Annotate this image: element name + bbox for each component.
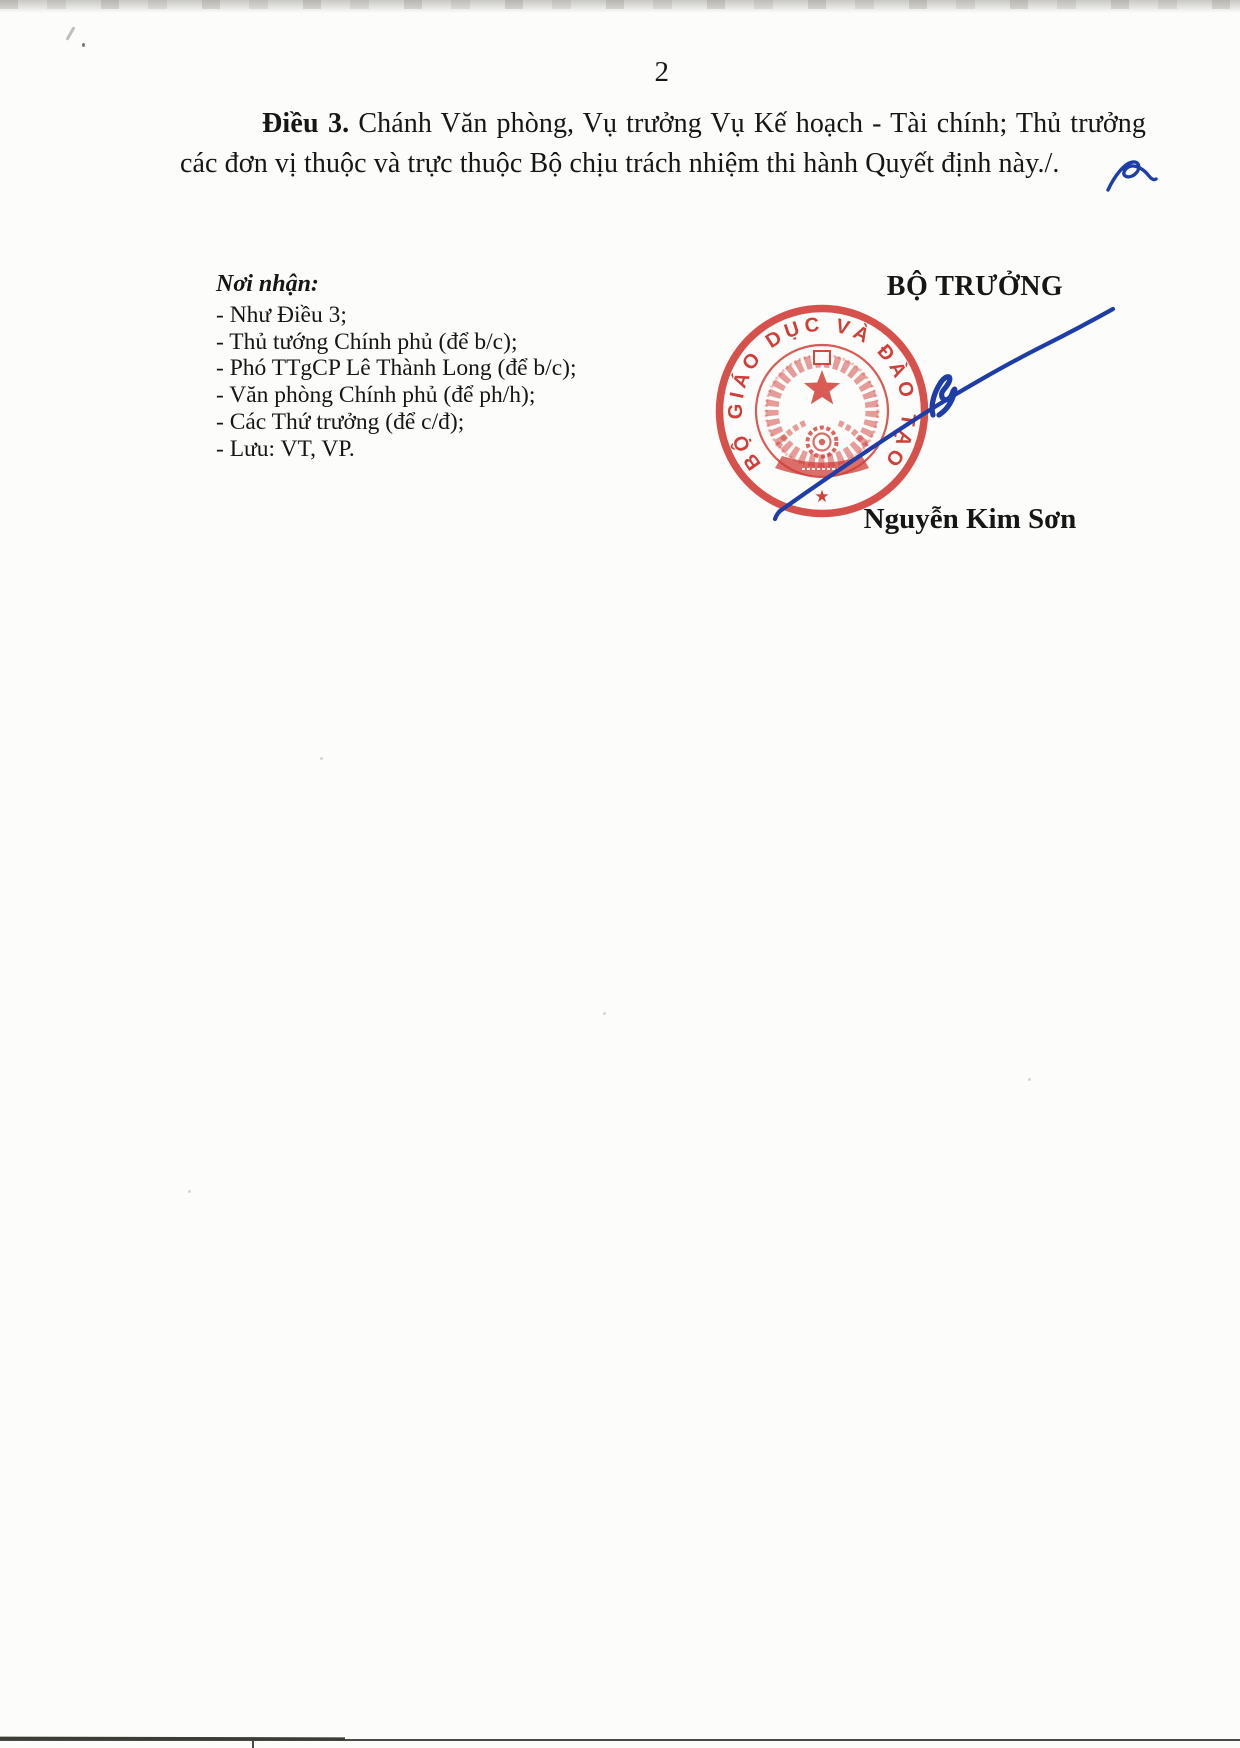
minister-title: BỘ TRƯỞNG (886, 271, 1064, 302)
recipients-list (216, 302, 577, 462)
recipients-heading: Nơi nhận: (216, 271, 319, 297)
scan-speck (188, 1190, 191, 1193)
recipient-item: - Lưu: VT, VP. (216, 435, 355, 462)
scan-speck (1028, 1078, 1031, 1081)
signer-name: Nguyễn Kim Sơn (863, 503, 1077, 535)
recipient-item: - Các Thứ trưởng (để c/đ); (216, 408, 465, 435)
signature-stroke (755, 293, 1137, 527)
recipient-item: - Thủ tướng Chính phủ (để b/c); (216, 328, 518, 355)
scan-dot-mark (82, 43, 85, 47)
page-number: 2 (654, 56, 670, 88)
article-lead: Điều 3. (262, 108, 350, 139)
recipients-block (216, 269, 577, 462)
recipient-item: - Phó TTgCP Lê Thành Long (để b/c); (216, 355, 577, 382)
scan-noise-texture (0, 0, 1240, 9)
article-paragraph (180, 104, 1146, 183)
scan-speck (320, 757, 323, 760)
article-text: Chánh Văn phòng, Vụ trưởng Vụ Kế hoạch - Tài chính; Thủ trưởng các đơn vị thuộc và trực thuộc Bộ chịu trách nhiệm thi hành Quyết định này./. (180, 108, 1146, 179)
seal-ring-text-label: BỘ GIÁO DỤC VÀ ĐÀO TẠO (724, 313, 920, 474)
recipient-item: - Văn phòng Chính phủ (để ph/h); (216, 382, 536, 409)
seal-bottom-star-icon: ★ (814, 487, 830, 507)
paraph-initial-mark (1104, 154, 1160, 198)
scan-scratch-mark (65, 26, 75, 40)
signature-knot (932, 377, 955, 415)
scan-bottom-tick (252, 1740, 254, 1748)
scan-speck (603, 1012, 606, 1015)
recipient-item: - Như Điều 3; (216, 302, 347, 328)
